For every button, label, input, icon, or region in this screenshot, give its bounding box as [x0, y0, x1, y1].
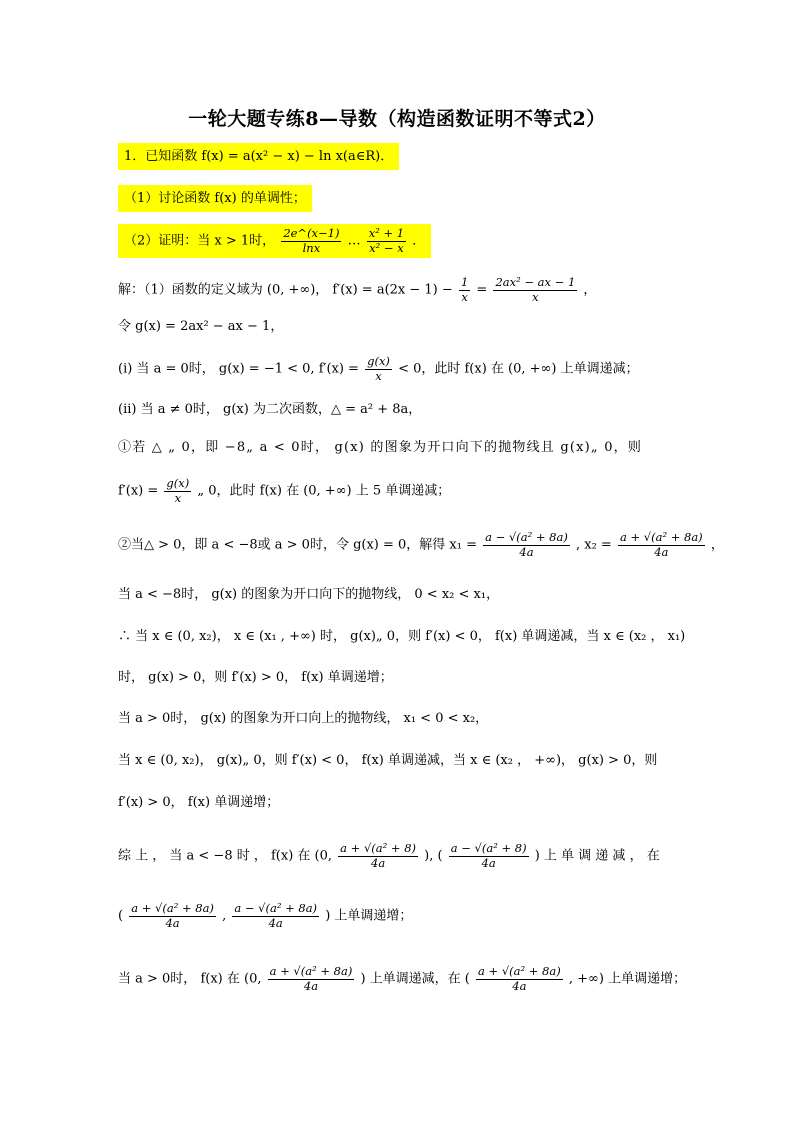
problem-part2 [118, 224, 431, 258]
fraction: $\frac{\text{a + √(a² + 8a)}}{4a}$ [478, 964, 561, 993]
solution-line-4: (ii) 当 a ≠ 0时， g(x) 为二次函数，△ = a² + 8a， [118, 402, 422, 417]
fraction: $\frac{g(x)}{x}$ [166, 476, 190, 505]
solution-line-5: ①若 △ „ 0，即 −8„ a < 0时， g(x) 的图象为开口向下的抛物线且 g(x)„ 0，则 [118, 440, 643, 455]
fraction: $\frac{\text{a + √(a² + 8a)}}{4a}$ [131, 901, 214, 930]
solution-line-3: (i) 当 a = 0时， g(x) = −1 < 0, f′(x) = $\frac{g(x)}{x}$ < 0，此时 f(x) 在 (0, +∞) 上单调递减； [118, 354, 639, 383]
fraction: $\frac{\text{a − √(a² + 8a)}}{4a}$ [485, 530, 568, 559]
fraction: $\frac{\text{a − √(a² + 8)}}{4a}$ [450, 841, 527, 870]
fraction: $\frac{1}{x}$ [460, 275, 469, 304]
fraction: $\frac{\text{a + √(a² + 8)}}{4a}$ [340, 841, 417, 870]
solution-line-8: 当 a < −8时， g(x) 的图象为开口向下的抛物线， 0 < x₂ < x₁， [118, 587, 500, 602]
part2-fraction-right: $\frac{\text{x² + 1}}{\text{x² − x}}$ [368, 226, 405, 255]
solution-line-1: 解：（1）函数的定义域为 (0, +∞)， f′(x) = a(2x − 1) − $\frac{1}{x}$ = $\frac{\text{2ax² − ax − 1}}{x}$ ， [118, 275, 597, 304]
solution-line-12: 当 x ∈ (0, x₂)， g(x)„ 0，则 f′(x) < 0， f(x) 单调递减，当 x ∈ (x₂ ， +∞)， g(x) > 0，则 [118, 753, 658, 768]
fraction: $\frac{\text{a + √(a² + 8a)}}{4a}$ [619, 530, 703, 559]
solution-line-10: 时， g(x) > 0，则 f′(x) > 0， f(x) 单调递增； [118, 670, 393, 685]
fraction: $\frac{g(x)}{x}$ [367, 354, 390, 383]
fraction: $\frac{\text{2ax² − ax − 1}}{x}$ [495, 275, 576, 304]
solution-line-9: ∴ 当 x ∈ (0, x₂)， x ∈ (x₁ , +∞) 时， g(x)„ 0，则 f′(x) < 0， f(x) 单调递减，当 x ∈ (x₂ ， x₁) [118, 629, 686, 644]
problem-part2-highlight: （2）证明：当 x > 1时， $\frac{2e\^{}(x-1)}{\ln x}$ … $\frac{\text{x² + 1}}{\text{x² − x}}$ ． [118, 224, 431, 258]
solution-line-6: f′(x) = $\frac{g(x)}{x}$ „ 0，此时 f(x) 在 (0, +∞) 上 5 单调递减； [118, 476, 451, 505]
problem-part1 [118, 192, 312, 205]
solution-line-2: 令 g(x) = 2ax² − ax − 1， [118, 319, 284, 334]
solution-line-15: ( $\frac{\text{a + √(a² + 8a)}}{4a}$ , $\frac{\text{a − √(a² + 8a)}}{4a}$ ) 上单调递增； [118, 901, 413, 930]
problem-part1-text: （1）讨论函数 f(x) 的单调性； [118, 185, 312, 212]
solution-line-11: 当 a > 0时， g(x) 的图象为开口向上的抛物线， x₁ < 0 < x₂， [118, 711, 489, 726]
fraction: $\frac{\text{a + √(a² + 8a)}}{4a}$ [269, 964, 353, 993]
solution-line-14: 综 上 ， 当 a < −8 时 ， f(x) 在 (0, $\frac{\text{a + √(a² + 8)}}{4a}$ ), ( $\frac{\text{a − √(a² + 8)}}{4a}$ ) 上 单 调 递 减 ， 在 [118, 841, 660, 870]
solution-line-13: f′(x) > 0， f(x) 单调递增； [118, 795, 280, 810]
part2-relation: … [347, 233, 361, 249]
solution-line-7: ②当△ > 0，即 a < −8或 a > 0时，令 g(x) = 0，解得 x₁ = $\frac{\text{a − √(a² + 8a)}}{4a}$ , x₂ = $\frac{\text{a + √(a² + 8a)}}{4a}$ ， [118, 530, 724, 559]
solution-line-16: 当 a > 0时， f(x) 在 (0, $\frac{\text{a + √(a² + 8a)}}{4a}$ ) 上单调递减，在 ( $\frac{\text{a + √(a² + 8a)}}{4a}$ , +∞) 上单调递增； [118, 964, 687, 993]
part2-fraction-left: $\frac{2e\^{}(x-1)}{\ln x}$ [283, 226, 340, 255]
problem-stem-text: 1．已知函数 f(x) = a(x² − x) − ln x(a∈R)． [118, 143, 399, 170]
fraction: $\frac{\text{a − √(a² + 8a)}}{4a}$ [234, 901, 318, 930]
part2-prefix: （2）证明：当 x > 1时， [124, 233, 276, 249]
problem-stem [118, 150, 399, 163]
page-title: 一轮大题专练8—导数（构造函数证明不等式2） [188, 108, 606, 130]
